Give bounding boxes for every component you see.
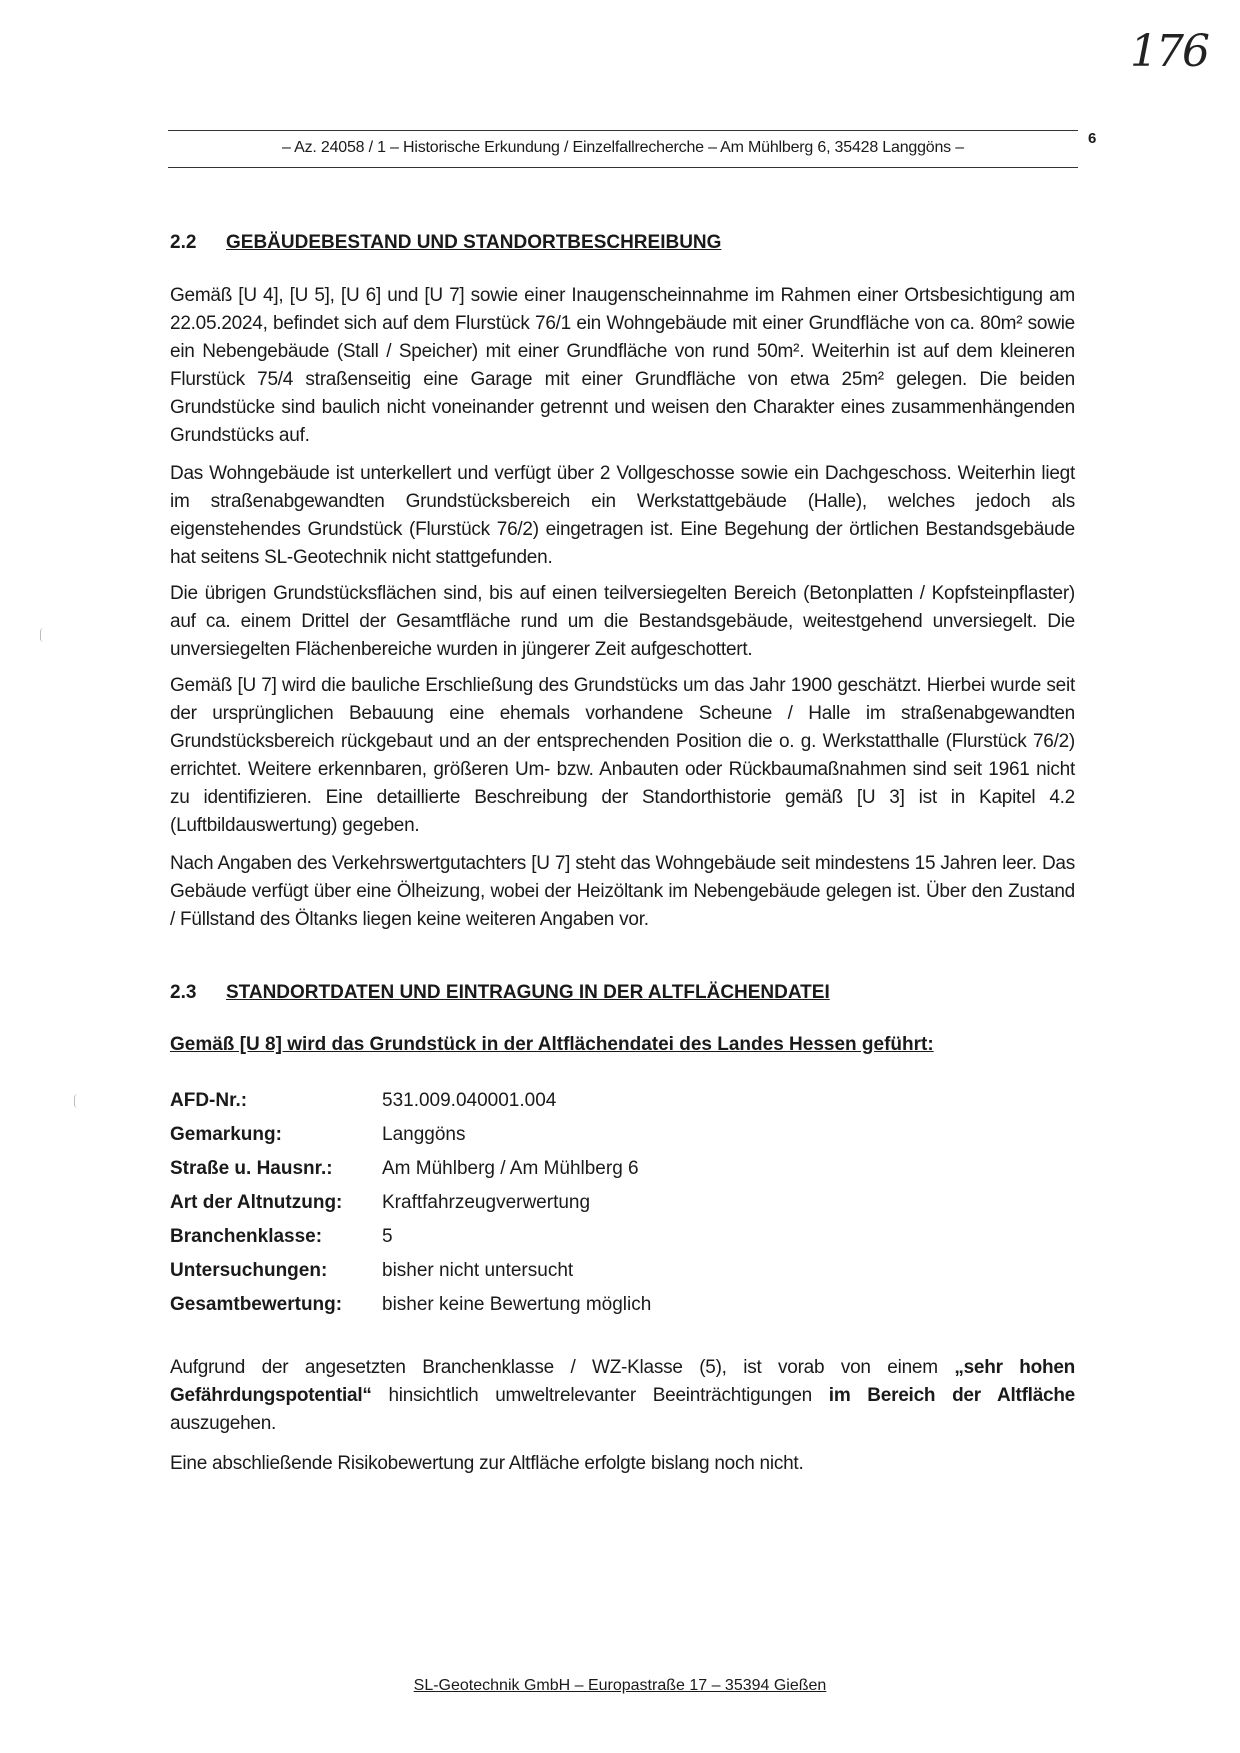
field-value: bisher keine Bewertung möglich: [382, 1294, 652, 1315]
paragraph: Gemäß [U 7] wird die bauliche Erschließung des Grundstücks um das Jahr 1900 geschätzt. Hierbei wurde seit der ursprünglichen Bebauung eine ehemals vorhandene Scheune / Halle im straßenabgewandten Grundstücksbereich rückgebaut und an der entsprechenden Position die o. g. Werkstatthalle (Flurstück 76/2) errichtet. Weitere erkennbaren, größeren Um- bzw. Anbauten oder Rückbaumaßnahmen sind seit 1961 nicht zu identifizieren. Eine detaillierte Beschreibung der Standorthistorie gemäß [U 3] ist in Kapitel 4.2 (Luftbildauswertung) gegeben.: [170, 675, 1075, 836]
assessment-text: auszugehen.: [170, 1413, 277, 1434]
field-value: 531.009.040001.004: [382, 1090, 557, 1111]
field-label: Straße u. Hausnr.:: [170, 1158, 333, 1179]
paragraph: Gemäß [U 4], [U 5], [U 6] und [U 7] sowie einer Inaugenscheinnahme im Rahmen einer Ortsbesichtigung am 22.05.2024, befindet sich auf dem Flurstück 76/1 ein Wohngebäude mit einer Grundfläche von ca. 80m² sowie ein Nebengebäude (Stall / Speicher) mit einer Grundfläche von rund 50m². Weiterhin ist auf dem kleineren Flurstück 75/4 straßenseitig eine Garage mit einer Grundfläche von etwa 25m² gelegen. Die beiden Grundstücke sind baulich nicht voneinander getrennt und weisen den Charakter eines zusammenhängenden Grundstücks auf.: [170, 285, 1075, 446]
page-number: 6: [1088, 130, 1097, 147]
assessment-paragraph: [170, 1354, 1075, 1438]
field-value: Kraftfahrzeugverwertung: [382, 1192, 591, 1213]
page-header: [168, 130, 1078, 168]
field-label: Untersuchungen:: [170, 1260, 328, 1281]
assessment-text: Aufgrund der angesetzten Branchenklasse / WZ-Klasse (5), ist vorab von einem: [170, 1357, 955, 1378]
field-label: Branchenklasse:: [170, 1226, 323, 1247]
assessment-emphasis: im Bereich der Altfläche: [828, 1385, 1075, 1406]
handwritten-page-number: 176: [1130, 26, 1208, 77]
table-row: [170, 1192, 870, 1226]
assessment-text: hinsichtlich umweltrelevanter Beeinträchtigungen: [371, 1385, 829, 1406]
field-value: bisher nicht untersucht: [382, 1260, 574, 1281]
page-footer: SL-Geotechnik GmbH – Europastraße 17 – 35394 Gießen: [413, 1677, 827, 1694]
scan-mark: [40, 628, 47, 642]
section-number: 2.3: [170, 982, 197, 1003]
paragraph: Das Wohngebäude ist unterkellert und verfügt über 2 Vollgeschosse sowie ein Dachgeschoss. Weiterhin liegt im straßenabgewandten Grundstücksbereich ein Werkstattgebäude (Halle), welches jedoch als eigenstehendes Grundstück (Flurstück 76/2) eingetragen ist. Eine Begehung der örtlichen Bestandsgebäude hat seitens SL-Geotechnik nicht stattgefunden.: [170, 463, 1075, 568]
scan-mark: [74, 1094, 81, 1108]
section-number: 2.2: [170, 232, 197, 253]
field-value: Am Mühlberg / Am Mühlberg 6: [382, 1158, 639, 1179]
paragraph: Nach Angaben des Verkehrswertgutachters [U 7] steht das Wohngebäude seit mindestens 15 Jahren leer. Das Gebäude verfügt über eine Ölheizung, wobei der Heizöltank im Nebengebäude gelegen ist. Über den Zustand / Füllstand des Öltanks liegen keine weiteren Angaben vor.: [170, 853, 1075, 930]
table-row: [170, 1090, 870, 1124]
field-label: AFD-Nr.:: [170, 1090, 248, 1111]
section-heading-2-3: [170, 982, 830, 1004]
assessment-emphasis: „sehr hohen Gefährdungspotential“: [170, 1357, 1075, 1406]
section-heading-2-2: [170, 232, 721, 254]
section-title: GEBÄUDEBESTAND UND STANDORTBESCHREIBUNG: [226, 232, 722, 253]
field-label: Gesamtbewertung:: [170, 1294, 343, 1315]
section-title: STANDORTDATEN UND EINTRAGUNG IN DER ALTFLÄCHENDATEI: [226, 982, 830, 1003]
altflaechen-data-table: [170, 1090, 870, 1328]
header-text: – Az. 24058 / 1 – Historische Erkundung / Einzelfallrecherche – Am Mühlberg 6, 35428 Langgöns –: [282, 139, 964, 156]
field-label: Gemarkung:: [170, 1124, 282, 1145]
table-row: [170, 1158, 870, 1192]
closing-paragraph: Eine abschließende Risikobewertung zur Altfläche erfolgte bislang noch nicht.: [170, 1453, 804, 1474]
table-row: [170, 1226, 870, 1260]
paragraph: Die übrigen Grundstücksflächen sind, bis auf einen teilversiegelten Bereich (Betonplatten / Kopfsteinpflaster) auf ca. einem Drittel der Gesamtfläche rund um die Bestandsgebäude, weitestgehend unversiegelt. Die unversiegelten Flächenbereiche wurden in jüngerer Zeit aufgeschottert.: [170, 583, 1075, 660]
table-row: [170, 1260, 870, 1294]
field-label: Art der Altnutzung:: [170, 1192, 343, 1213]
table-row: [170, 1124, 870, 1158]
field-value: 5: [382, 1226, 393, 1247]
table-row: [170, 1294, 870, 1328]
altflaechen-subheading: Gemäß [U 8] wird das Grundstück in der Altflächendatei des Landes Hessen geführt:: [170, 1034, 934, 1055]
field-value: Langgöns: [382, 1124, 466, 1145]
